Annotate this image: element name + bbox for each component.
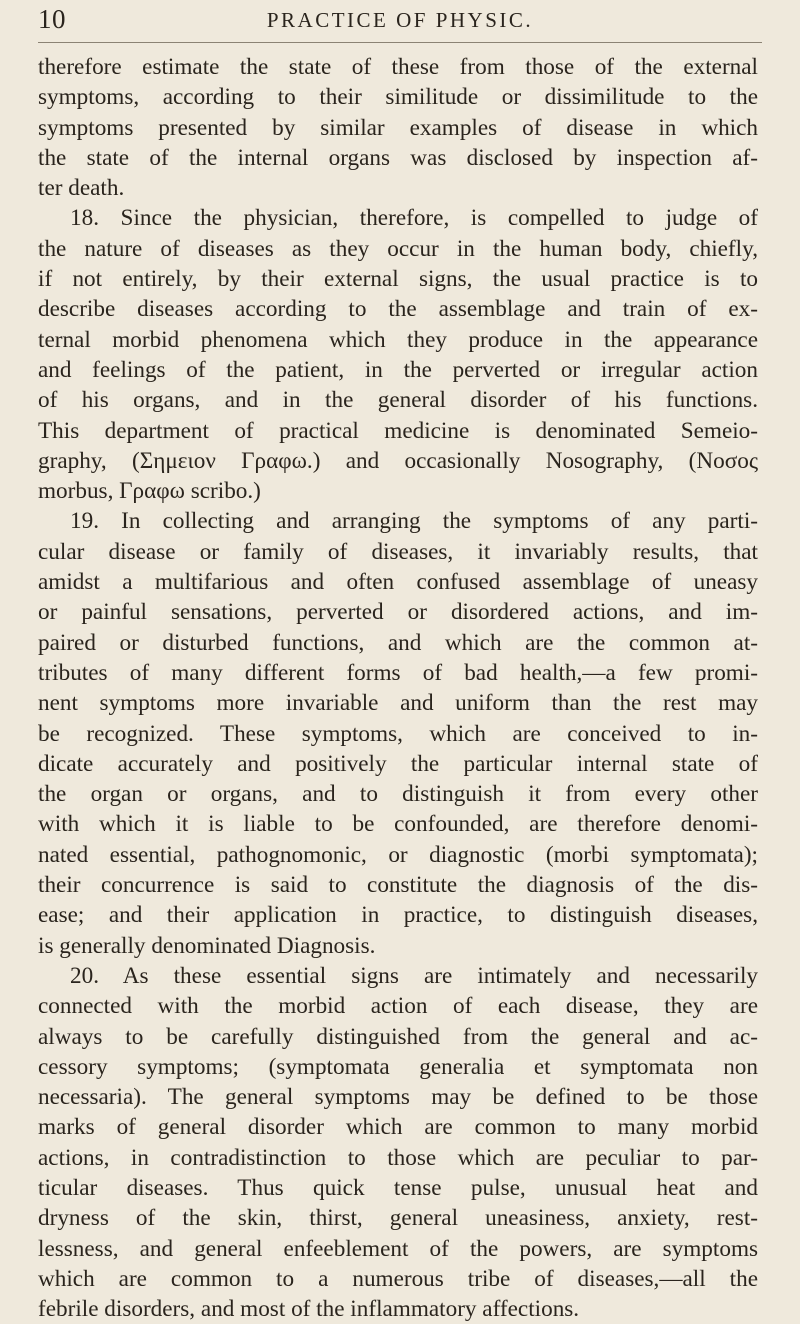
text-line: This department of practical medicine is denominated Semeio- [38,417,758,444]
text-line: febrile disorders, and most of the inflammatory affections. [38,1296,580,1323]
text-line: ticular diseases. Thus quick tense pulse, unusual heat and [38,1174,758,1201]
text-line: which are common to a numerous tribe of diseases,—all the [38,1265,758,1292]
text-line: necessaria). The general symptoms may be defined to be those [38,1084,758,1111]
text-line: be recognized. These symptoms, which are conceived to in- [38,720,758,747]
text-line: 18. Since the physician, therefore, is compelled to judge of [70,205,758,232]
text-line: ternal morbid phenomena which they produce in the appearance [38,326,758,353]
text-line: nent symptoms more invariable and uniform than the rest may [38,690,758,717]
header-rule [38,42,762,43]
text-line: the state of the internal organs was disclosed by inspection af- [38,144,758,171]
text-line: if not entirely, by their external signs, the usual practice is to [38,266,758,293]
text-line: of his organs, and in the general disorder of his functions. [38,387,758,414]
text-line: with which it is liable to be confounded, are therefore denomi- [38,811,758,838]
text-line: symptoms, according to their similitude or dissimilitude to the [38,84,758,111]
text-line: their concurrence is said to constitute the diagnosis of the dis- [38,872,758,899]
text-line: cessory symptoms; (symptomata generalia et symptomata non [38,1053,758,1080]
text-line: amidst a multifarious and often confused assemblage of uneasy [38,569,758,596]
page-number: 10 [38,4,66,34]
text-line: or painful sensations, perverted or disordered actions, and im- [38,599,758,626]
text-line: the organ or organs, and to distinguish it from every other [38,781,758,808]
text-line: lessness, and general enfeeblement of the powers, are symptoms [38,1235,758,1262]
text-line: morbus, Γραφω scribo.) [38,478,261,505]
text-line: tributes of many different forms of bad health,—a few promi- [38,659,758,686]
text-line: symptoms presented by similar examples of disease in which [38,114,758,141]
text-body [38,52,758,1324]
text-line: graphy, (Σημειον Γραφω.) and occasionally Nosography, (Νοσος [38,447,758,474]
text-line: connected with the morbid action of each disease, they are [38,993,758,1020]
page-header [38,4,762,44]
text-line: cular disease or family of diseases, it invariably results, that [38,538,758,565]
text-line: paired or disturbed functions, and which are the common at- [38,629,758,656]
text-line: and feelings of the patient, in the perverted or irregular action [38,356,758,383]
text-line: actions, in contradistinction to those which are peculiar to par- [38,1144,758,1171]
text-line: the nature of diseases as they occur in the human body, chiefly, [38,235,758,262]
text-line: ease; and their application in practice, to distinguish diseases, [38,902,758,929]
text-line: always to be carefully distinguished from the general and ac- [38,1023,758,1050]
text-line: 19. In collecting and arranging the symptoms of any parti- [70,508,758,535]
running-head: PRACTICE OF PHYSIC. [266,8,534,32]
text-line: nated essential, pathognomonic, or diagnostic (morbi symptomata); [38,841,758,868]
text-line: 20. As these essential signs are intimately and necessarily [70,962,758,989]
text-line: dryness of the skin, thirst, general uneasiness, anxiety, rest- [38,1205,758,1232]
text-line: is generally denominated Diagnosis. [38,932,376,959]
text-line: therefore estimate the state of these from those of the external [38,54,758,80]
text-line: ter death. [38,175,125,202]
text-line: describe diseases according to the assemblage and train of ex- [38,296,758,323]
text-line: marks of general disorder which are common to many morbid [38,1114,758,1141]
text-line: dicate accurately and positively the particular internal state of [38,750,758,777]
